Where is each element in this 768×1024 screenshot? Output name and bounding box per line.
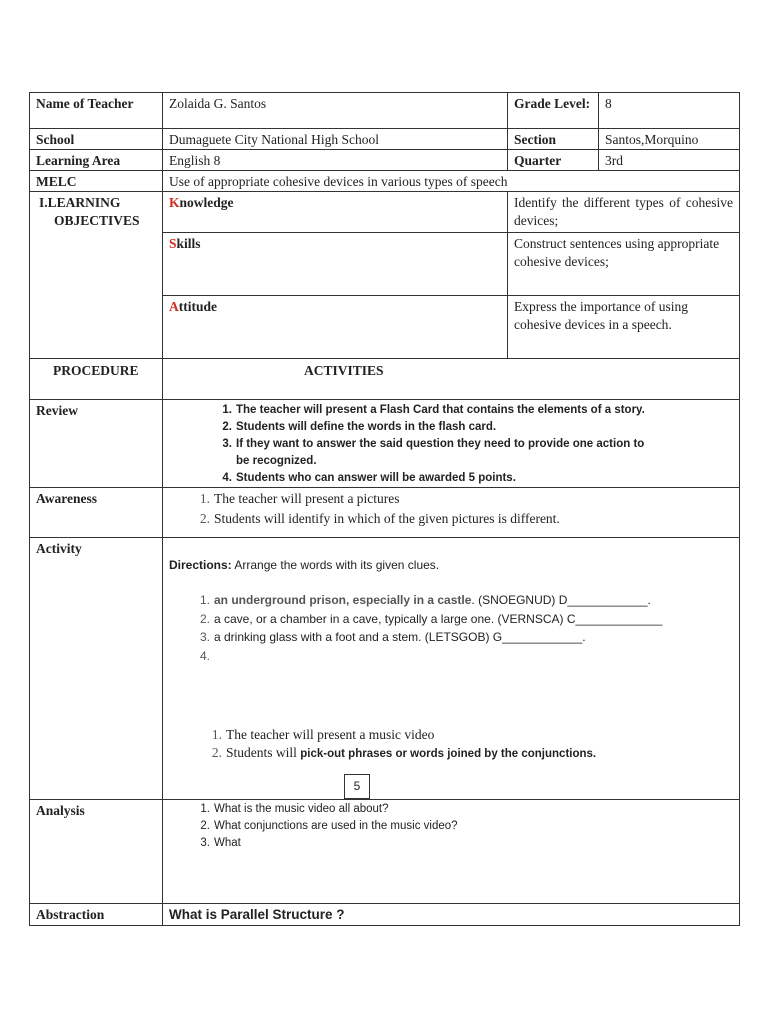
- review-label: Review: [29, 399, 163, 488]
- objectives-label: [29, 191, 163, 359]
- review-cell: [162, 399, 740, 488]
- quarter-value: 3rd: [598, 149, 740, 171]
- awareness-cell: [162, 487, 740, 538]
- clue-list: 1. an underground prison, especially in a castle. (SNOEGNUD) D____________. 2. a cave, or a chamber in a cave, typically a large one. (VERNSCA) C_____________ 3. a drinking glass with a foot and a stem. (LETSGOB) G____________. 4.: [214, 591, 724, 647]
- melc-label: MELC: [29, 170, 163, 192]
- area-value: English 8: [162, 149, 508, 171]
- grade-label: Grade Level:: [507, 92, 599, 129]
- list-item: 3. a drinking glass with a foot and a stem. (LETSGOB) G____________.: [199, 630, 586, 644]
- knowledge-initial: K: [169, 195, 180, 210]
- attitude-initial: A: [169, 299, 179, 314]
- list-item: 2. Students will identify in which of the given pictures is different.: [199, 511, 560, 526]
- attitude-text: Express the importance of using cohesive devices in a speech.: [507, 295, 740, 359]
- quarter-label: Quarter: [507, 149, 599, 171]
- list-item: 1. The teacher will present a music video: [211, 727, 435, 742]
- list-item: 3. What: [200, 837, 241, 849]
- list-item: 2. Students will define the words in the flash card.: [222, 421, 497, 433]
- analysis-label: Analysis: [29, 799, 163, 904]
- knowledge-text: Identify the different types of cohesive devices;: [507, 191, 740, 233]
- list-item: 3. If they want to answer the said question they need to provide one action to be recognized.: [222, 438, 645, 467]
- list-item: 1. The teacher will present a Flash Card that contains the elements of a story.: [222, 404, 645, 416]
- directions-text: Arrange the words with its given clues.: [234, 558, 440, 572]
- skills-rest: kills: [176, 236, 201, 251]
- section-value: Santos,Morquino: [598, 128, 740, 150]
- points-box: 5: [344, 774, 370, 799]
- list-item: 4. Students who can answer will be awarded 5 points.: [222, 472, 516, 484]
- list-item: 1. an underground prison, especially in a castle. (SNOEGNUD) D____________.: [199, 593, 651, 607]
- list-item: 2. Students will pick-out phrases or words joined by the conjunctions.: [211, 745, 597, 760]
- area-label: Learning Area: [29, 149, 163, 171]
- abstraction-label: Abstraction: [29, 903, 163, 926]
- activities-label: ACTIVITIES: [162, 358, 740, 400]
- list-item: 1. The teacher will present a pictures: [199, 491, 400, 506]
- attitude-label: [162, 295, 508, 359]
- analysis-list: [200, 801, 664, 852]
- analysis-cell: [162, 799, 740, 904]
- activity-label: Activity: [29, 537, 163, 800]
- melc-value: Use of appropriate cohesive devices in various types of speech: [162, 170, 740, 192]
- name-value: Zolaida G. Santos: [162, 92, 508, 129]
- section-label: Section: [507, 128, 599, 150]
- directions-label: Directions:: [169, 558, 232, 572]
- review-list: [222, 402, 656, 487]
- attitude-rest: ttitude: [178, 299, 217, 314]
- list-item: 1. What is the music video all about?: [200, 803, 389, 815]
- knowledge-rest: nowledge: [179, 195, 234, 210]
- skills-initial: S: [169, 236, 177, 251]
- skills-label: [162, 232, 508, 296]
- school-label: School: [29, 128, 163, 150]
- list-item: 2. a cave, or a chamber in a cave, typically a large one. (VERNSCA) C_____________: [199, 611, 663, 626]
- knowledge-label: [162, 191, 508, 233]
- list-item: 2. What conjunctions are used in the music video?: [200, 820, 458, 832]
- awareness-label: Awareness: [29, 487, 163, 538]
- abstraction-text: What is Parallel Structure ?: [162, 903, 740, 926]
- skills-text: Construct sentences using appropriate cohesive devices;: [507, 232, 740, 296]
- activity-directions: [169, 556, 439, 574]
- objectives-label-line1: I.LEARNING: [39, 195, 121, 210]
- activity-cell: [162, 537, 740, 800]
- awareness-list: [199, 489, 714, 529]
- school-value: Dumaguete City National High School: [162, 128, 508, 150]
- grade-value: 8: [598, 92, 740, 129]
- name-label: Name of Teacher: [29, 92, 163, 129]
- music-list: [211, 726, 726, 763]
- procedure-label: PROCEDURE: [29, 358, 163, 400]
- objectives-label-line2: OBJECTIVES: [54, 213, 140, 228]
